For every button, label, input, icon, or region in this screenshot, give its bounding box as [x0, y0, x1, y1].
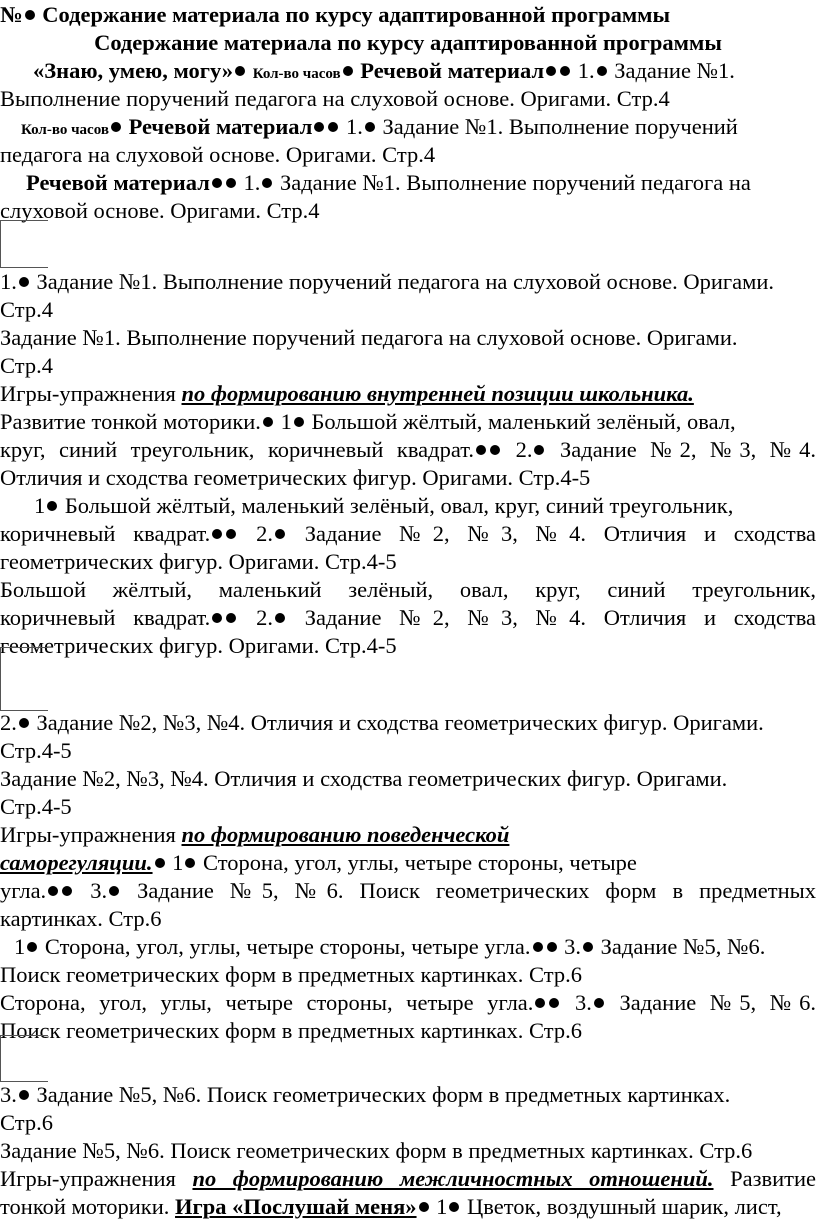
bullet-icon: [212, 613, 222, 623]
bullet-icon: [547, 942, 557, 952]
bullet-icon: [48, 886, 58, 896]
section-text: Развитие тонкой моторики.: [0, 409, 261, 434]
item-number: 3.: [564, 934, 582, 959]
doc-line: [0, 1081, 816, 1109]
task-text: Поиск геометрических форм в предметных картинках. Стр.6: [0, 962, 582, 987]
task-text: Задание №1. Выполнение поручений: [382, 114, 738, 139]
doc-line: [0, 548, 816, 576]
bullet-icon: [226, 529, 236, 539]
doc-line: [0, 1109, 816, 1137]
vocabulary-text: Сторона, угол, углы, четыре стороны, четыре: [203, 850, 637, 875]
bullet-icon: [25, 10, 35, 20]
bullet-icon: [594, 998, 604, 1008]
task-text: геометрических фигур. Оригами. Стр.4-5: [0, 633, 397, 658]
vocabulary-text: угла.: [0, 878, 47, 903]
item-number: 1.: [243, 170, 261, 195]
bullet-icon: [597, 66, 607, 76]
games-label: Игры-упражнения: [0, 1166, 176, 1191]
doc-line: [0, 1, 816, 29]
doc-line: [0, 85, 816, 113]
bullet-icon: [62, 886, 72, 896]
doc-line: [0, 324, 816, 352]
bullet-icon: [111, 122, 121, 132]
doc-line: [0, 169, 816, 197]
bullet-icon: [560, 66, 570, 76]
bullet-icon: [185, 858, 195, 868]
doc-line: [0, 709, 816, 737]
task-text: Задание №1. Выполнение поручений педагога на слуховой основе. Оригами.: [0, 325, 738, 350]
doc-line: [0, 492, 816, 520]
bullet-icon: [19, 277, 29, 287]
doc-line: [0, 1165, 816, 1193]
doc-line: [0, 408, 816, 436]
doc-line: [0, 520, 816, 548]
doc-line: [0, 352, 816, 380]
item-number: 2.: [256, 521, 273, 546]
doc-line: [0, 29, 816, 57]
doc-line: [0, 1193, 816, 1221]
bullet-icon: [533, 942, 543, 952]
doc-line: [0, 197, 816, 225]
bullet-icon: [226, 178, 236, 188]
doc-line: [0, 464, 816, 492]
task-text: картинках. Стр.6: [0, 906, 162, 931]
task-text: Поиск геометрических форм в предметных картинках. Стр.6: [0, 1018, 582, 1043]
item-number: 2.: [0, 710, 17, 735]
vocabulary-text: Цветок, воздушный шарик, лист,: [467, 1194, 782, 1219]
game-title: Игра «Послушай меня»: [175, 1194, 417, 1219]
bullet-icon: [263, 417, 273, 427]
bullet-icon: [365, 122, 375, 132]
item-number: 1.: [0, 269, 17, 294]
bullet-icon: [535, 998, 545, 1008]
bullet-icon: [212, 529, 222, 539]
doc-line: [0, 737, 816, 765]
doc-line: [0, 905, 816, 933]
task-text: Задание №1. Выполнение поручений педагога на: [279, 170, 751, 195]
bullet-icon: [583, 942, 593, 952]
vocabulary-text: Большой жёлтый, маленький зелёный, овал, круг, синий треугольник,: [0, 577, 816, 602]
item-number: 2.: [515, 437, 533, 462]
task-text: слуховой основе. Оригами. Стр.4: [0, 198, 320, 223]
item-number: 1: [34, 493, 46, 518]
item-number: 1.: [577, 58, 595, 83]
item-number: 1: [14, 934, 26, 959]
bullet-icon: [476, 445, 486, 455]
task-text: Стр.6: [0, 1110, 53, 1135]
task-text: Стр.4-5: [0, 738, 72, 763]
item-number: 2.: [256, 605, 273, 630]
bullet-icon: [275, 529, 285, 539]
item-number: 3.: [0, 1082, 17, 1107]
task-text: Задание №2, №3, №4. Отличия и сходства: [304, 521, 816, 546]
doc-line: [0, 793, 816, 821]
bullet-icon: [212, 178, 222, 188]
task-text: Задание №2, №3, №4. Отличия и сходства геометрических фигур. Оригами.: [0, 766, 728, 791]
task-text: Отличия и сходства геометрических фигур. Оригами. Стр.4-5: [0, 465, 591, 490]
topic-heading: саморегуляции.: [0, 850, 153, 875]
task-text: Задание №2, №3, №4. Отличия и сходства геометрических фигур. Оригами.: [36, 710, 764, 735]
bullet-icon: [109, 886, 119, 896]
item-number: 1: [280, 409, 292, 434]
doc-line: [0, 380, 816, 408]
task-text: Выполнение поручений педагога на слуховой основе. Оригами. Стр.4: [0, 86, 670, 111]
vocabulary-text: коричневый квадрат.: [0, 521, 211, 546]
bullet-icon: [343, 66, 353, 76]
column-hours: Кол-во часов: [252, 66, 341, 82]
doc-line: [0, 933, 816, 961]
column-material: Речевой материал: [128, 114, 313, 139]
bullet-icon: [47, 501, 57, 511]
item-number: 1.: [346, 114, 363, 139]
doc-title: Содержание материала по курсу адаптированной программы: [42, 2, 671, 27]
bullet-icon: [19, 718, 29, 728]
item-number: 1: [436, 1194, 448, 1219]
task-text: Задание №2, №3, №4.: [559, 437, 816, 462]
doc-line: [0, 113, 816, 141]
vocabulary-text: Сторона, угол, углы, четыре стороны, четыре угла.: [44, 934, 531, 959]
bullet-icon: [549, 998, 559, 1008]
bullet-icon: [235, 66, 245, 76]
doc-line: [0, 268, 816, 296]
vocabulary-text: коричневый квадрат.: [0, 605, 211, 630]
doc-line: [0, 821, 816, 849]
item-number: 3.: [90, 878, 108, 903]
vocabulary-text: Большой жёлтый, маленький зелёный, овал, круг, синий треугольник,: [64, 493, 734, 518]
bullet-icon: [155, 858, 165, 868]
doc-line: [0, 604, 816, 632]
topic-heading: по формированию межличностных отношений.: [192, 1166, 714, 1191]
task-text: геометрических фигур. Оригами. Стр.4-5: [0, 549, 397, 574]
bullet-icon: [27, 942, 37, 952]
topic-heading: по формированию поведенческой: [181, 822, 510, 847]
doc-line: [0, 632, 816, 660]
task-text: Задание №2, №3, №4. Отличия и сходства: [304, 605, 816, 630]
bullet-icon: [449, 1202, 459, 1212]
item-number: 1: [172, 850, 184, 875]
number-sign: №: [0, 2, 23, 27]
doc-line: [0, 1137, 816, 1165]
bullet-icon: [328, 122, 338, 132]
item-number: 3.: [575, 990, 592, 1015]
section-text: Развитие: [730, 1166, 816, 1191]
empty-cell: [0, 220, 48, 268]
bullet-icon: [275, 613, 285, 623]
empty-cell: [0, 647, 48, 711]
doc-line: [0, 436, 816, 464]
task-text: Задание №1. Выполнение поручений педагога на слуховой основе. Оригами.: [36, 269, 775, 294]
doc-line: [0, 765, 816, 793]
doc-line: [0, 877, 816, 905]
task-text: Задание №5, №6. Поиск геометрических форм в предметных картинках.: [36, 1082, 731, 1107]
bullet-icon: [490, 445, 500, 455]
column-hours: Кол-во часов: [21, 122, 109, 138]
empty-cell: [0, 1035, 48, 1082]
task-text: Стр.4: [0, 297, 53, 322]
column-material: Речевой материал: [26, 170, 210, 195]
task-text: Задание №5, №6.: [600, 934, 766, 959]
doc-line: [0, 849, 816, 877]
bullet-icon: [19, 1090, 29, 1100]
topic-heading: по формированию внутренней позиции школьника.: [181, 381, 694, 406]
doc-line: [0, 576, 816, 604]
task-text: Задание №5, №6. Поиск геометрических форм в предметных: [137, 878, 816, 903]
task-text: Задание №5, №6.: [619, 990, 816, 1015]
games-label: Игры-упражнения: [0, 381, 176, 406]
doc-line: [0, 961, 816, 989]
doc-line: [0, 1017, 816, 1045]
task-text: Задание №5, №6. Поиск геометрических форм в предметных картинках. Стр.6: [0, 1138, 753, 1163]
task-text: Стр.4-5: [0, 794, 72, 819]
games-label: Игры-упражнения: [0, 822, 176, 847]
column-material: Речевой материал: [360, 58, 545, 83]
program-slogan: «Знаю, умею, могу»: [33, 58, 234, 83]
bullet-icon: [419, 1202, 429, 1212]
task-text: педагога на слуховой основе. Оригами. Стр.4: [0, 142, 436, 167]
vocabulary-text: Большой жёлтый, маленький зелёный, овал,: [311, 409, 736, 434]
doc-line: [0, 989, 816, 1017]
vocabulary-text: Сторона, угол, углы, четыре стороны, четыре угла.: [0, 990, 534, 1015]
bullet-icon: [314, 122, 324, 132]
doc-title: Содержание материала по курсу адаптированной программы: [94, 30, 722, 55]
bullet-icon: [294, 417, 304, 427]
doc-line: [0, 296, 816, 324]
doc-line: [0, 141, 816, 169]
section-text: тонкой моторики.: [0, 1194, 170, 1219]
bullet-icon: [262, 178, 272, 188]
bullet-icon: [226, 613, 236, 623]
vocabulary-text: круг, синий треугольник, коричневый квадрат.: [0, 437, 475, 462]
bullet-icon: [546, 66, 556, 76]
task-text: Стр.4: [0, 353, 53, 378]
doc-line: «Знаю, умею, могу» Кол-во часов Речевой материал 1. Задание №1.: [33, 58, 735, 83]
bullet-icon: [534, 445, 544, 455]
